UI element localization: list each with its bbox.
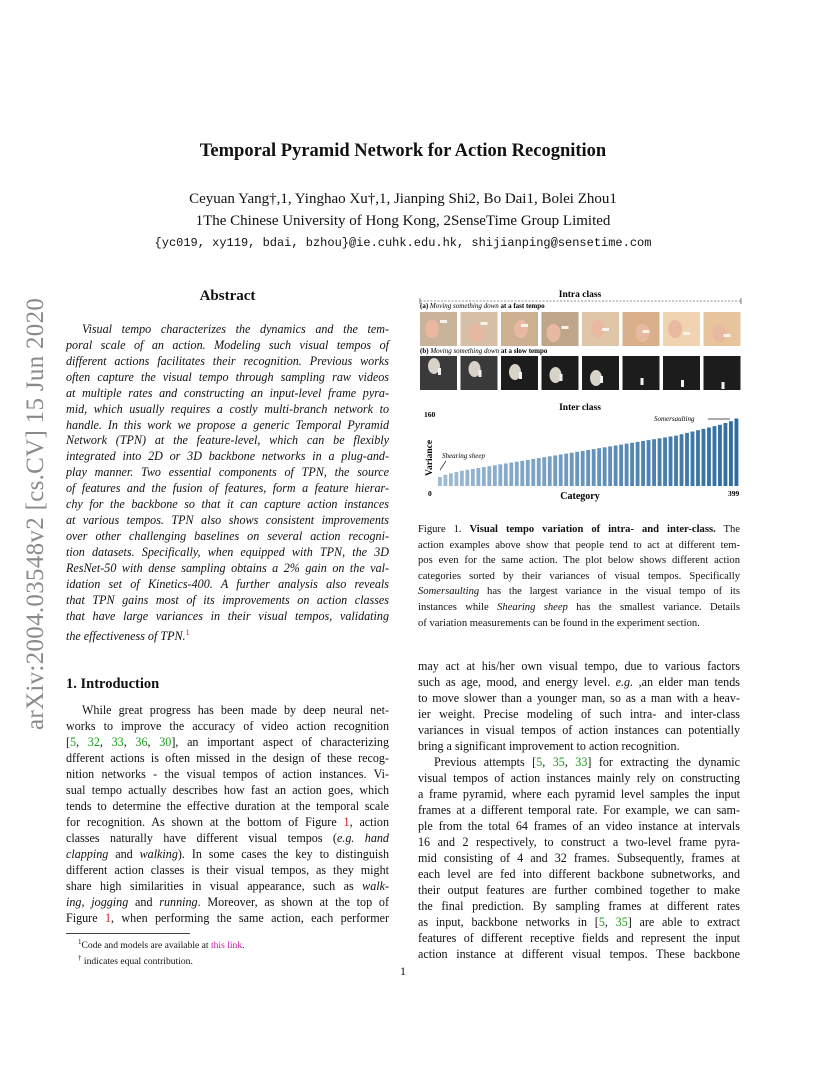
slow-tempo-frame xyxy=(420,356,457,390)
chart-title: Inter class xyxy=(559,403,601,413)
variance-bar xyxy=(691,432,695,486)
variance-bar xyxy=(724,423,728,486)
x-tick-label-end: 399 xyxy=(728,489,740,498)
introduction-text-continued: may act at his/her own visual tempo, due to various factors such as age, mood, and energy level. e.g. ,an elder man tends to move slower than a younger man, so as a man with a heav- ier weight. Precise modeling of such intra- and inter-class variances in visual tempos of action instances can potentially bring a significant improvement to action recognition. Previous attempts [5, 35, 33] for extracting the dynamic visual tempos of action instances mainly rely on constructing a frame pyramid, where each pyramid level samples the input frames at a different temporal rate. For example, we can sam- ple from the total 64 frames of an video instance at intervals 16 and 2 respectively, to construct a two-level frame pyra- mid consisting of 4 and 32 frames. Subsequently, frames at each level are fed into different backbone subnetworks, and their output features are further combined together to make the final prediction. By sampling frames at different rates as input, backbone networks in [5, 35] are able to extract features of different receptive fields and represent the input action instance at different visual tempos. These backbone xyxy=(418,659,741,961)
annotation-somersaulting: Somersaulting xyxy=(654,415,695,423)
variance-bar xyxy=(680,434,684,486)
variance-bar xyxy=(493,465,497,486)
variance-bar xyxy=(652,439,656,486)
variance-bar xyxy=(669,437,673,487)
footnote-divider xyxy=(66,933,190,934)
variance-bar xyxy=(465,470,469,486)
variance-bar xyxy=(735,419,739,487)
citation-link[interactable]: 30 xyxy=(159,735,172,749)
fast-tempo-frame xyxy=(420,312,457,346)
variance-bar xyxy=(619,445,623,486)
fast-tempo-frame xyxy=(623,312,660,346)
figure-1-graphic xyxy=(418,284,743,506)
annotation-shearing-sheep: Shearing sheep xyxy=(442,452,485,460)
y-axis-label: Variance xyxy=(425,439,435,476)
figure-ref-link[interactable]: 1 xyxy=(343,815,350,829)
row-a-label: (a) Moving something down at a fast tempo xyxy=(420,302,545,310)
variance-bar xyxy=(542,457,546,486)
code-link[interactable]: this link xyxy=(210,940,243,952)
abstract-text xyxy=(66,322,389,644)
variance-bar xyxy=(603,447,607,486)
fast-tempo-frame xyxy=(542,312,579,346)
variance-bar xyxy=(713,426,717,486)
abstract-line: often capture the visual tempo through sampling raw videos xyxy=(66,369,389,384)
variance-bar xyxy=(498,464,502,486)
variance-bar xyxy=(438,477,442,486)
variance-bar xyxy=(515,462,519,486)
slow-tempo-frame xyxy=(704,356,741,390)
variance-bar xyxy=(636,442,640,486)
introduction-text: While great progress has been made by deep neural net- works to improve the accuracy of video action recognition [5, 32, 33, 36, 30], an important aspect of characterizing dfferent actions is often missed in the design of these recog- nition networks - the visual tempos of action instances. Vi- sual tempo actually describes how fast an action goes, which tends to determine the effective duration at the temporal scale for recognition. As shown at the bottom of Figure 1, action classes naturally have different visual tempos (e.g. hand clapping and walking). In some cases the key to distinguish different action classes is their visual tempos, as they might share high similarities in visual appearance, such as walk- ing, jogging and running. Moreover, as shown at the top of Figure 1, when performing the same action, each performer xyxy=(66,703,390,925)
section-heading-introduction: 1. Introduction xyxy=(66,676,160,692)
x-axis-label: Category xyxy=(560,491,600,502)
intra-class-title: Intra class xyxy=(558,290,602,300)
variance-bar xyxy=(504,464,508,487)
affiliations: 1The Chinese University of Hong Kong, 2SenseTime Group Limited xyxy=(195,213,611,229)
slow-tempo-frame xyxy=(461,356,498,390)
y-tick-label-top: 160 xyxy=(424,410,436,419)
variance-bar xyxy=(526,460,530,486)
variance-bar xyxy=(685,433,689,486)
slow-tempo-frame xyxy=(663,356,700,390)
variance-bar xyxy=(630,443,634,486)
row-b-label: (b) Moving something down at a slow tempo xyxy=(420,347,548,355)
variance-bar xyxy=(537,458,541,486)
variance-bar xyxy=(531,459,535,486)
abstract-line: integrated into 2D or 3D backbone networks in a plug-and- xyxy=(66,449,389,464)
variance-bar xyxy=(597,448,601,486)
arxiv-identifier: arXiv:2004.03548v2 [cs.CV] 15 Jun 2020 xyxy=(22,297,49,730)
abstract-line: that TPN gains most of its improvements on action classes xyxy=(66,592,389,607)
citation-link[interactable]: 5 xyxy=(536,755,543,769)
abstract-line: chy for the backbone so that it can capture action instances xyxy=(66,497,389,512)
annotation-arrow-shearing xyxy=(440,461,446,470)
citation-link[interactable]: 35 xyxy=(552,755,565,769)
abstract-last-line: the effectiveness of TPN.$^1$ xyxy=(66,627,190,643)
citation-link[interactable]: 5 xyxy=(598,915,605,929)
variance-bar xyxy=(674,436,678,486)
variance-bar xyxy=(570,453,574,486)
variance-bar xyxy=(702,429,706,486)
abstract-line: of features and the fusion of features, form a feature hierar- xyxy=(66,481,389,496)
abstract-line: play manner. Two essential components of TPN, the source xyxy=(66,465,389,480)
variance-bar xyxy=(476,468,480,486)
citation-link[interactable]: 36 xyxy=(135,735,148,749)
slow-tempo-frame xyxy=(623,356,660,390)
variance-bar xyxy=(663,437,667,486)
abstract-line: idation set of Kinetics-400. A further analysis also reveals xyxy=(66,576,389,591)
fast-tempo-frame xyxy=(461,312,498,346)
citation-link[interactable]: 5 xyxy=(70,735,77,749)
author-list: Ceyuan Yang†,1, Yinghao Xu†,1, Jianping Shi2, Bo Dai1, Bolei Zhou1 xyxy=(189,191,617,207)
abstract-line: mid, which usually requires a costly multi-branch network to xyxy=(66,401,389,416)
slow-tempo-frame xyxy=(582,356,619,390)
variance-bar xyxy=(449,473,453,486)
variance-bar xyxy=(482,467,486,486)
variance-bar xyxy=(718,425,722,486)
author-emails: {yc019, xy119, bdai, bzhou}@ie.cuhk.edu.hk, shijianping@sensetime.com xyxy=(154,236,652,250)
figure-caption: Figure 1. Visual tempo variation of intra- and inter-class. The action examples above show that people tend to act at different tem- pos even for the same action. The plot below shows different action categories sorted by their variances of visual tempos. Specifically Somersaulting has the largest variance in the visual tempo of its instances while Shearing sheep has the smallest variance. Details of variation measurements can be found in the experiment section. xyxy=(418,524,740,629)
abstract-line: over other challenging baselines on several action recogni- xyxy=(66,528,389,543)
slow-tempo-frame xyxy=(542,356,579,390)
variance-bar xyxy=(564,454,568,486)
variance-bar xyxy=(487,466,491,486)
variance-bar xyxy=(509,463,513,486)
abstract-line: Visual tempo characterizes the dynamics and the tem- xyxy=(82,322,389,336)
variance-bar xyxy=(658,438,662,486)
abstract-line: different actions facilitates their recognition. Previous works xyxy=(66,353,389,368)
slow-tempo-frames xyxy=(420,356,741,390)
abstract-line: that have large variances in their visual tempos, validating xyxy=(66,608,389,623)
variance-bar xyxy=(696,430,700,486)
abstract-heading: Abstract xyxy=(199,288,256,304)
fast-tempo-frame xyxy=(501,312,538,346)
figure-ref-link[interactable]: 1 xyxy=(104,911,112,925)
fast-tempo-frames xyxy=(420,312,741,346)
citation-link[interactable]: 33 xyxy=(111,735,124,749)
citation-line: [5, 32, 33, 36, 30], an important aspect of characterizing xyxy=(66,735,390,749)
variance-bar xyxy=(647,440,651,486)
fast-tempo-frame xyxy=(704,312,741,346)
abstract-line: at various tempos. TPN also shows consistent improvements xyxy=(66,513,389,528)
footnote-marker[interactable]: 1 xyxy=(185,627,190,637)
variance-bar xyxy=(575,452,579,486)
citation-link[interactable]: 32 xyxy=(87,735,100,749)
variance-bar xyxy=(707,428,711,487)
variance-bar xyxy=(471,469,475,486)
variance-bar xyxy=(460,471,464,486)
abstract-line: handle. In this work we propose a generic Temporal Pyramid xyxy=(66,417,389,432)
citation-link[interactable]: 35 xyxy=(615,915,628,929)
citation-link[interactable]: 33 xyxy=(575,755,588,769)
x-tick-label-start: 0 xyxy=(428,489,432,498)
abstract-line: ResNet-50 with dense sampling obtains a 2% gain on the val- xyxy=(66,560,389,575)
variance-bar xyxy=(586,450,590,486)
paper-title: Temporal Pyramid Network for Action Recognition xyxy=(199,141,607,161)
variance-bar xyxy=(641,441,645,486)
abstract-line: tion datasets. Specifically, when equipped with TPN, the 3D xyxy=(66,544,389,559)
page-number: 1 xyxy=(400,964,406,978)
variance-bar xyxy=(454,472,458,486)
figure-1 xyxy=(418,284,743,506)
variance-bar xyxy=(625,444,629,486)
variance-bar xyxy=(443,475,447,486)
variance-bar xyxy=(729,421,733,486)
footnotes: $^1$Code and models are available at this link. † indicates equal contribution. xyxy=(78,938,245,968)
slow-tempo-frame xyxy=(501,356,538,390)
abstract-line: at multiple rates and constructing an input-level frame pyra- xyxy=(66,385,389,400)
variance-bar xyxy=(553,455,557,486)
variance-bar xyxy=(581,451,585,486)
abstract-line: poral scale of an action. Modeling such visual tempos of xyxy=(66,337,389,352)
fast-tempo-frame xyxy=(582,312,619,346)
variance-bar xyxy=(559,455,563,487)
variance-bar xyxy=(614,446,618,487)
variance-bar xyxy=(592,449,596,486)
variance-bar xyxy=(608,446,612,486)
variance-bar xyxy=(548,456,552,486)
abstract-line: Network (TPN) at the feature-level, which can be flexibly xyxy=(66,433,389,448)
fast-tempo-frame xyxy=(663,312,700,346)
variance-bar xyxy=(520,461,524,486)
